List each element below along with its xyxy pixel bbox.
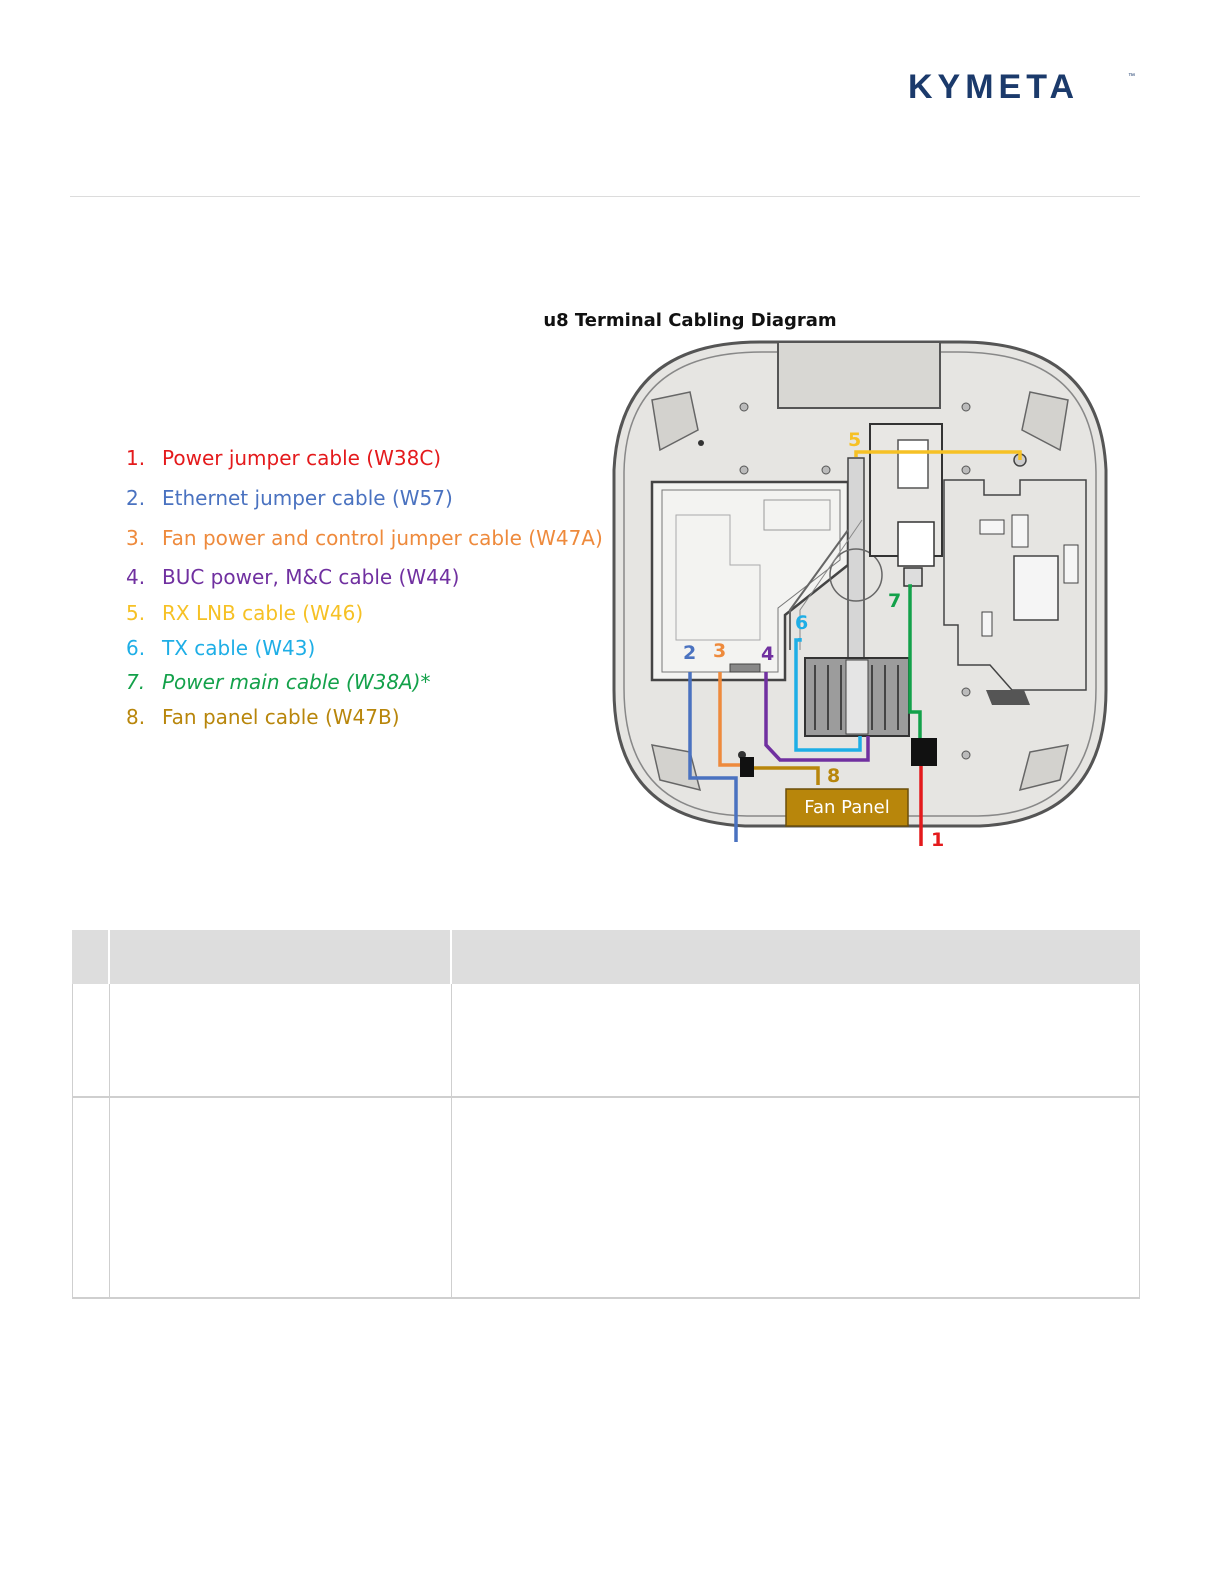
callout-2: 2: [683, 642, 697, 664]
legend-number: 5.: [126, 601, 146, 625]
screw: [822, 466, 830, 474]
power-connector: [911, 738, 937, 766]
heatsink-center: [846, 660, 868, 734]
legend-number: 8.: [126, 705, 146, 729]
legend-label: Power jumper cable (W38C): [162, 446, 442, 470]
table-header-cell: [110, 930, 452, 984]
screw: [740, 466, 748, 474]
callout-7: 7: [888, 590, 902, 612]
table-row: [72, 1098, 1140, 1297]
legend-label: Fan power and control jumper cable (W47A): [162, 526, 603, 550]
bracket-plate: [1014, 556, 1058, 620]
legend-number: 2.: [126, 486, 146, 510]
table-header-cell: [72, 930, 110, 984]
screw: [962, 751, 970, 759]
legend-item: [126, 601, 363, 625]
callout-6: 6: [795, 612, 809, 634]
callout-4: 4: [761, 643, 775, 665]
top-notch: [778, 342, 940, 408]
logo-text: KYMETA: [908, 70, 1080, 104]
legend-item: [126, 486, 453, 510]
lnb-module: [898, 522, 934, 566]
legend-item: [126, 670, 431, 694]
bracket-foot: [986, 690, 1030, 705]
legend-number: 4.: [126, 565, 146, 589]
fan-connector: [740, 757, 754, 777]
table-row: [72, 986, 1140, 1096]
legend-item: [126, 636, 315, 660]
logo-trademark: ™: [1128, 73, 1135, 80]
legend-label: Fan panel cable (W47B): [162, 705, 400, 729]
bracket-slot: [982, 612, 992, 636]
screw: [698, 440, 704, 446]
lnb-connector: [904, 568, 922, 586]
lnb-window: [898, 440, 928, 488]
module-connector: [730, 664, 760, 672]
header-divider: [70, 196, 1140, 197]
table-header-cell: [452, 930, 1140, 984]
screw: [962, 688, 970, 696]
legend-label: BUC power, M&C cable (W44): [162, 565, 460, 589]
legend-number: 7.: [126, 670, 146, 694]
bracket-slot: [980, 520, 1004, 534]
legend-label: Power main cable (W38A)*: [162, 670, 431, 694]
legend-number: 6.: [126, 636, 146, 660]
legend-item: [126, 526, 603, 550]
legend-item: [126, 565, 459, 589]
fan-panel-label: Fan Panel: [804, 797, 890, 818]
callout-1: 1: [931, 829, 945, 851]
center-mast: [848, 458, 864, 658]
callout-3: 3: [713, 640, 727, 662]
bracket-slot: [1012, 515, 1028, 547]
callout-8: 8: [827, 765, 841, 787]
legend-label: TX cable (W43): [162, 636, 316, 660]
kymeta-logo: [908, 70, 1140, 104]
legend-number: 3.: [126, 526, 146, 550]
legend-item: [126, 705, 400, 729]
screw: [962, 403, 970, 411]
callout-5: 5: [848, 429, 862, 451]
legend-number: 1.: [126, 446, 146, 470]
bracket-slot: [1064, 545, 1078, 583]
cabling-diagram: [600, 335, 1120, 855]
screw: [962, 466, 970, 474]
legend-item: [126, 446, 441, 470]
legend-label: RX LNB cable (W46): [162, 601, 364, 625]
legend-label: Ethernet jumper cable (W57): [162, 486, 453, 510]
diagram-title: u8 Terminal Cabling Diagram: [543, 310, 837, 331]
screw: [740, 403, 748, 411]
table-row-divider: [72, 1297, 1140, 1299]
cable-table: [72, 930, 1140, 1299]
